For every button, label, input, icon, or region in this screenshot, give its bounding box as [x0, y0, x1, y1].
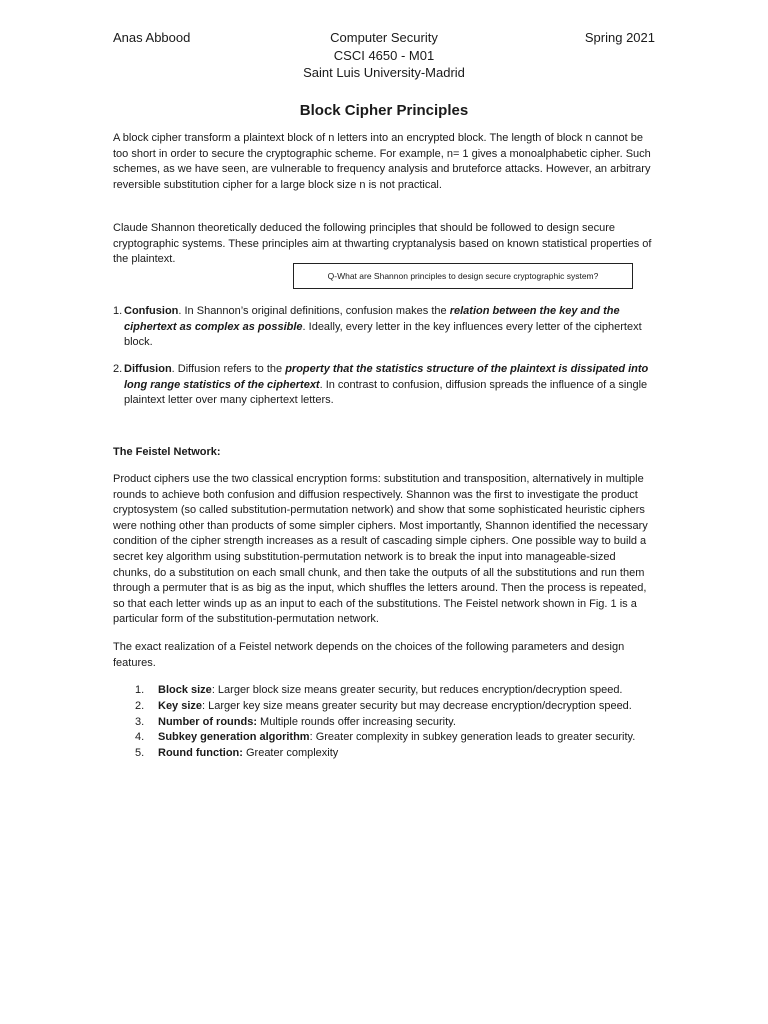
list-item: 2. Key size: Larger key size means greater security but may decrease encryption/decryption speed.	[135, 699, 632, 712]
list-item: 4. Subkey generation algorithm: Greater complexity in subkey generation leads to greater security.	[135, 731, 636, 744]
page-title: Block Cipher Principles	[299, 102, 469, 119]
principle-term: Diffusion	[124, 363, 172, 375]
principle-emphasis: property that the statistics structure of the plaintext is dissipated into long range statistics of the ciphertext	[124, 363, 649, 391]
principle-diffusion: 2. Diffusion. Diffusion refers to the property that the statistics structure of the plaintext is dissipated into long range statistics of the ciphertext. In contrast to confusion, diffusion spreads the influence of a single plaintext letter over many ciphertext letters.	[113, 363, 649, 407]
course-code: CSCI 4650 - M01	[333, 47, 435, 63]
university-name: Saint Luis University-Madrid	[303, 65, 465, 80]
course-header	[234, 29, 534, 82]
shannon-paragraph: Claude Shannon theoretically deduced the following principles that should be followed to design secure cryptographic systems. These principles aim at thwarting cryptanalysis based on known statistical properties of the plaintext.	[113, 222, 652, 266]
list-item: 3. Number of rounds: Multiple rounds offer increasing security.	[135, 715, 456, 728]
list-item: 1. Block size: Larger block size means greater security, but reduces encryption/decryption speed.	[135, 684, 623, 696]
principle-number: 2.	[113, 363, 123, 375]
term-label: Spring 2021	[584, 30, 655, 45]
author-name: Anas Abbood	[113, 30, 191, 45]
course-title: Computer Security	[330, 30, 438, 45]
intro-paragraph: A block cipher transform a plaintext block of n letters into an encrypted block. The length of block n cannot be too short in order to secure the cryptographic scheme. For example, n= 1 gives a monoalphabetic cipher. Such schemes, as we have seen, are vulnerable to frequency analysis and bruteforce attacks. However, an arbitrary reversible substitution cipher for a large block size n is not practical.	[113, 132, 651, 191]
feistel-parameter-list	[113, 683, 655, 762]
feistel-paragraph: Product ciphers use the two classical encryption forms: substitution and transposition, alternatively in multiple rounds to achieve both confusion and diffusion respectively. Shannon was the first to investigate the product cryptosystem (so called substitution-permutation network) and show that some sophisticated heuristic ciphers were nothing other than products of some simpler ciphers. Most importantly, Shannon identified the necessary condition of the cipher strength increases as a result of cascading simple ciphers. One possible way to build a secret key algorithm using substitution-permutation network is to break the input into manageable-sized chunks, do a substitution on each small chunk, and then take the outputs of all the substitutions and run them through a permuter that is as big as the input, which shuffles the letters around. Then the process is repeated, so that each letter winds up as an input to each of the substitutions. The Feistel network shown in Fig. 1 is a particular form of the substitution-permutation network.	[113, 473, 648, 626]
principle-emphasis: relation between the key and the ciphertext as complex as possible	[124, 305, 620, 333]
question-box	[293, 263, 633, 289]
principle-confusion: 1. Confusion. In Shannon’s original definitions, confusion makes the relation between the key and the ciphertext as complex as possible. Ideally, every letter in the key influences every letter of the ciphertext block.	[113, 305, 642, 349]
question-text: Q-What are Shannon principles to design secure cryptographic system?	[327, 271, 599, 281]
feistel-parameters-intro: The exact realization of a Feistel network depends on the choices of the following parameters and design features.	[113, 641, 625, 669]
feistel-heading: The Feistel Network:	[113, 446, 221, 458]
list-item: 5. Round function: Greater complexity	[135, 747, 339, 760]
principle-term: Confusion	[124, 305, 179, 317]
principle-number: 1.	[113, 305, 123, 317]
